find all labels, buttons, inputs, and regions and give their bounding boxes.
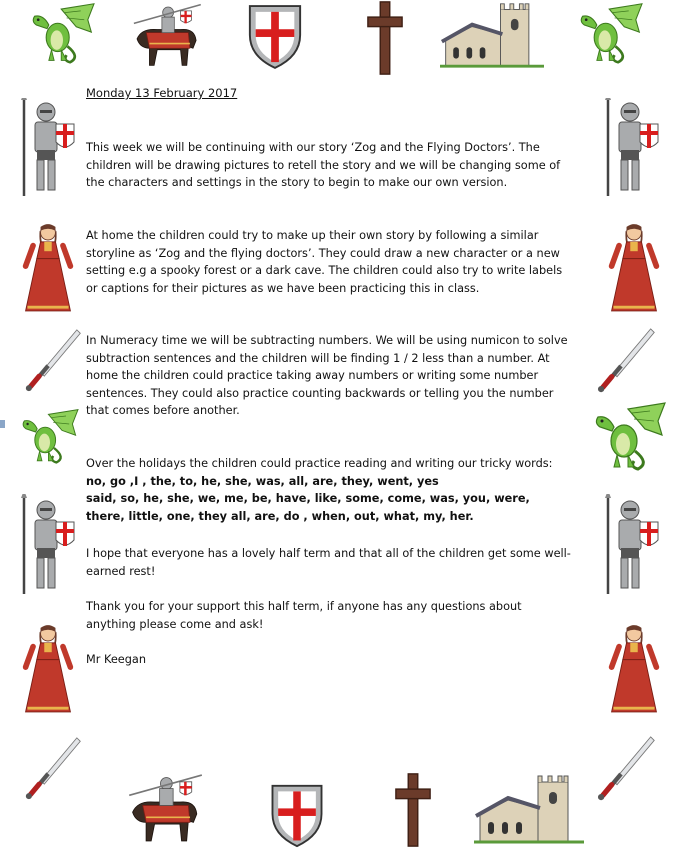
sword-icon [22,322,82,396]
sword-icon [594,322,656,396]
knight-icon [602,98,662,198]
dragon-icon [590,400,670,472]
story-paragraph [86,139,572,192]
church-icon [440,0,544,70]
dragon-icon [22,2,104,64]
knight-icon [18,98,78,198]
tricky-words-line: no, go ,I , the, to, he, she, was, all, are, they, went, yes [86,474,439,488]
numeracy-paragraph-text: In Numeracy time we will be subtracting numbers. We will be using numicon to solve subtraction sentences and the children will be finding 1 / 2 less than a number. At home the children could practice taking away numbers or writing some number sentences. They could also practice counting backwards or telling you the number that comes before another. [86,334,568,417]
thanks-paragraph-text: Thank you for your support this half term, if anyone has any questions about anything please come and ask! [86,600,522,631]
numeracy-paragraph [86,332,572,420]
signature-text: Mr Keegan [86,653,146,666]
knight-on-horse-icon [116,0,214,70]
wooden-cross-icon [354,0,416,76]
home-story-paragraph-text: At home the children could try to make up their own story by following a similar storyline as ‘Zog and the flying doctors’. They could draw a new character or a new setting e.g a spooky forest or a dark cave. The children could also try to write labels or captions for their pictures as we have been practicing this in class. [86,229,563,295]
page-margin-marker [0,420,5,428]
tricky-words-line: there, little, one, they all, are, do , when, out, what, my, her. [86,509,474,523]
princess-icon [20,218,76,318]
half-term-paragraph-text: I hope that everyone has a lovely half term and that all of the children get some well-earned rest! [86,547,571,578]
half-term-paragraph [86,545,572,580]
letter-date: Monday 13 February 2017 [86,86,238,100]
knight-icon [602,494,662,598]
sword-icon [22,730,82,804]
princess-icon [20,618,76,720]
thanks-paragraph [86,598,572,633]
signature [86,651,572,669]
dragon-icon [18,400,82,472]
tricky-words-section [86,455,578,525]
knight-icon [18,494,78,598]
st-george-shield-icon [264,782,330,848]
sword-icon [594,730,656,804]
princess-icon [606,618,662,720]
church-icon [474,772,584,846]
wooden-cross-icon [382,772,444,848]
tricky-words-intro: Over the holidays the children could practice reading and writing our tricky words: [86,457,553,470]
home-story-paragraph [86,227,572,297]
tricky-words-line: said, so, he, she, we, me, be, have, like, some, come, was, you, were, [86,492,530,505]
princess-icon [606,218,662,318]
story-paragraph-text: This week we will be continuing with our story ‘Zog and the Flying Doctors’. The children will be drawing pictures to retell the story and we will be changing some of the characters and settings in the story to begin to make our own version. [86,141,561,189]
dragon-icon [570,2,652,64]
knight-on-horse-icon [114,770,212,846]
st-george-shield-icon [246,2,304,70]
